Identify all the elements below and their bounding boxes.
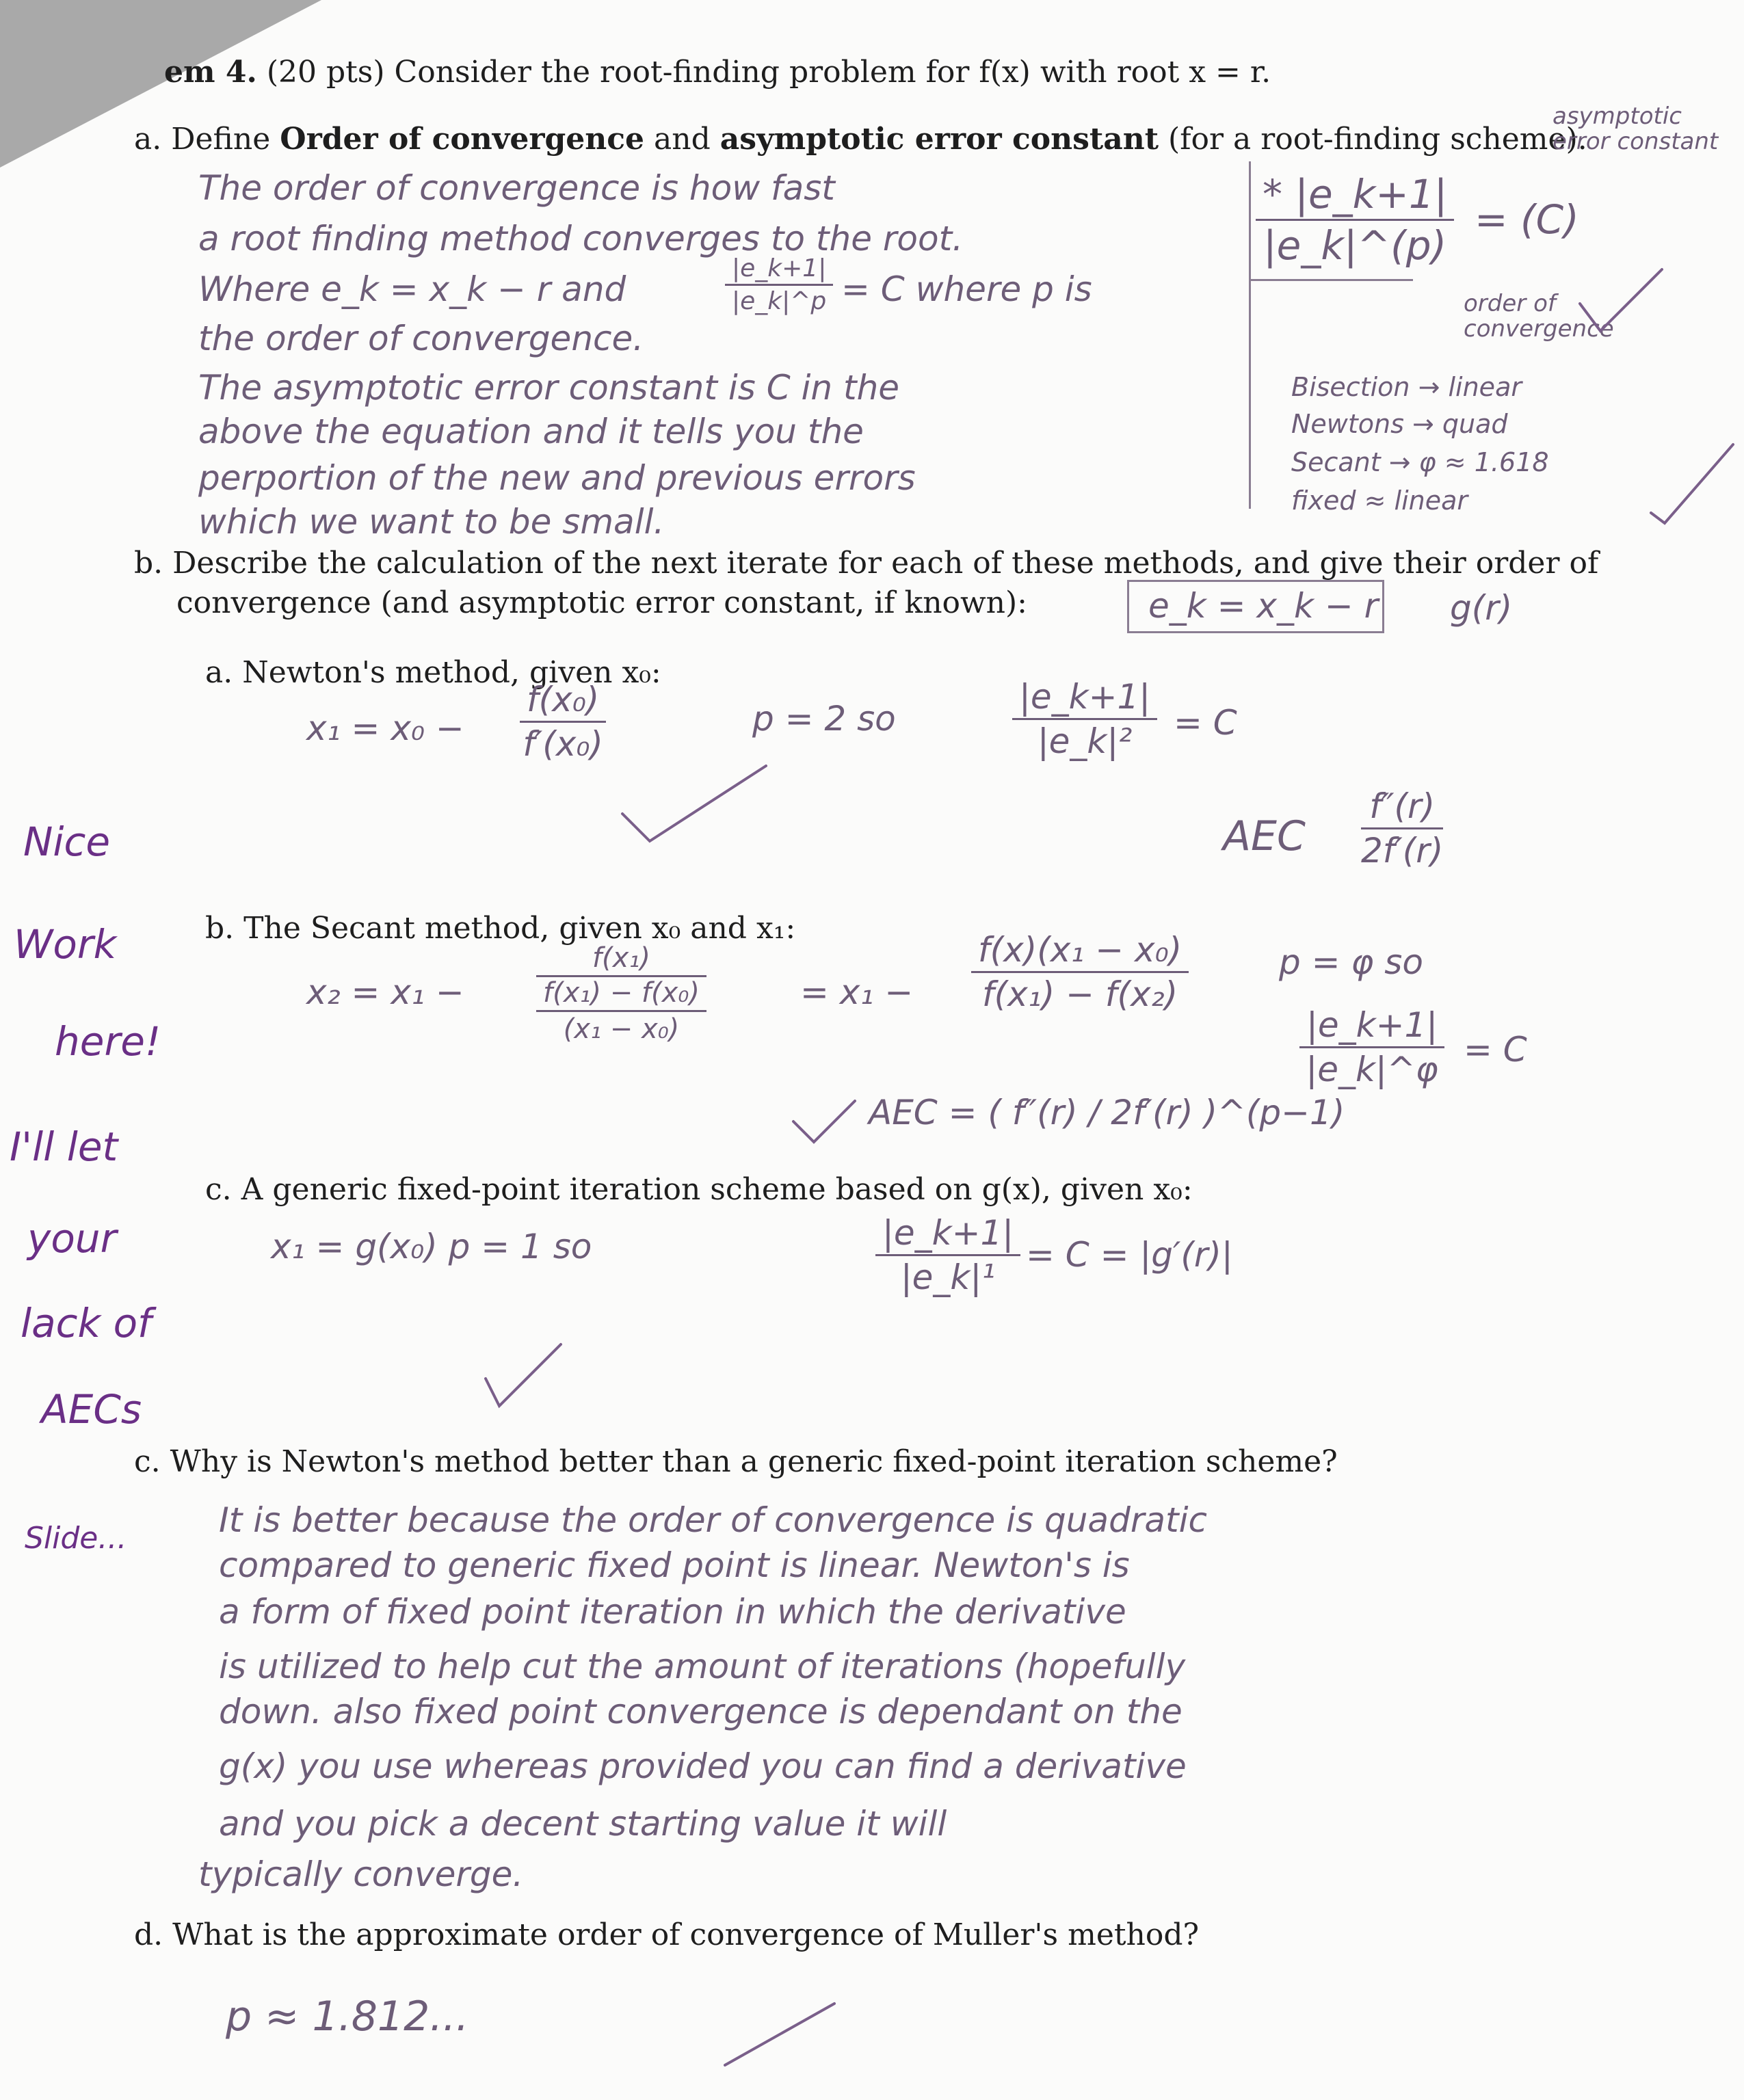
newton-ratio-num: |e_k+1| <box>1012 677 1157 720</box>
side-error-ratio <box>1256 171 1454 269</box>
newton-error-ratio <box>1012 677 1157 761</box>
part-b-label: b. <box>134 546 163 581</box>
note-asymptotic-error-constant: asymptotic error constant <box>1553 103 1719 156</box>
boxed-error-definition <box>1127 580 1384 633</box>
secant-f-den2: (x₁ − x₀) <box>563 1013 680 1045</box>
margin-comment-1: Nice <box>23 819 111 865</box>
side-ratio-rhs: = (C) <box>1475 196 1579 243</box>
part-c-question <box>134 1443 1338 1480</box>
rate-secant: Secant → φ ≈ 1.618 <box>1291 447 1549 477</box>
margin-comment-4: I'll let <box>10 1124 118 1170</box>
fixed-ratio-num: |e_k+1| <box>875 1213 1020 1256</box>
part-a-answer-line-7: perportion of the new and previous errors <box>198 458 916 498</box>
part-a-answer-line-2: a root finding method converges to the root. <box>198 219 964 258</box>
secant-f-den: f(x₁) − f(x₀) <box>536 977 706 1012</box>
margin-comment-2: Work <box>14 921 117 968</box>
secant-aec: AEC = ( f″(r) / 2f′(r) )^(p−1) <box>869 1093 1345 1132</box>
part-a-answer-line-6: above the equation and it tells you the <box>198 412 864 451</box>
g-of-r-note: g(r) <box>1450 588 1513 628</box>
part-a-answer-line-8: which we want to be small. <box>198 502 665 542</box>
newton-num: f(x₀) <box>520 680 606 723</box>
part-a-suffix: (for a root-finding scheme). <box>1168 122 1587 157</box>
secant-label: b. The Secant method, given x₀ and x₁: <box>205 911 796 946</box>
newton-aec-num: f″(r) <box>1361 786 1443 829</box>
newton-label: a. Newton's method, given x₀: <box>205 655 661 690</box>
part-a-answer-line-3: Where e_k = x_k − r and <box>198 269 626 309</box>
part-c-answer-line-2: compared to generic fixed point is linear. Newton's is <box>219 1545 1130 1585</box>
part-c-answer-line-6: g(x) you use whereas provided you can find a derivative <box>219 1746 1187 1786</box>
newton-formula-fraction <box>520 680 606 764</box>
newton-aec-label: AEC <box>1223 812 1306 860</box>
part-d-answer: p ≈ 1.812... <box>226 1993 469 2041</box>
part-c-answer-line-1: It is better because the order of convergence is quadratic <box>219 1500 1207 1540</box>
part-a-question <box>134 120 1587 158</box>
side-ratio-den: |e_k|^(p) <box>1263 222 1447 269</box>
part-c-answer-line-3: a form of fixed point iteration in which the derivative <box>219 1592 1126 1632</box>
term-asymptotic-error-constant: asymptotic error constant <box>719 122 1159 157</box>
newton-formula-lhs: x₁ = x₀ − <box>306 708 464 748</box>
part-c-label: c. <box>134 1444 161 1479</box>
fixed-point-error-ratio <box>875 1213 1020 1297</box>
inline-error-ratio <box>725 254 833 315</box>
rate-newton: Newtons → quad <box>1291 409 1508 439</box>
side-divider <box>1249 161 1251 509</box>
part-a-answer-line-5: The asymptotic error constant is C in the <box>198 368 900 408</box>
secant-formula-fraction <box>536 942 706 1045</box>
part-d-question <box>134 1916 1199 1954</box>
problem-points: (20 pts) <box>266 55 385 90</box>
newton-aec-fraction <box>1361 786 1443 870</box>
secant-eq2-num: f(x)(x₁ − x₀) <box>971 930 1189 973</box>
newton-order: p = 2 so <box>752 699 896 739</box>
part-b-text: Describe the calculation of the next iterate for each of these methods, and give their order of <box>172 546 1599 581</box>
secant-order: p = φ so <box>1279 942 1423 982</box>
checkmark-icon <box>479 1338 568 1413</box>
margin-comment-7: AECs <box>41 1386 142 1433</box>
fixed-ratio-rhs: = C = |g′(r)| <box>1026 1235 1233 1275</box>
fixed-point-formula: x₁ = g(x₀) p = 1 so <box>271 1227 592 1266</box>
inline-ratio-den: |e_k|^p <box>732 287 827 315</box>
term-order-of-convergence: Order of convergence <box>280 122 645 157</box>
secant-eq2-lhs: = x₁ − <box>800 972 914 1012</box>
fixed-ratio-den: |e_k|¹ <box>900 1258 996 1297</box>
secant-ratio-den: |e_k|^φ <box>1306 1050 1438 1089</box>
part-b-question-line-2: convergence (and asymptotic error constant, if known): <box>176 585 1028 620</box>
part-d-text: What is the approximate order of convergence of Muller's method? <box>172 1917 1200 1952</box>
part-c-text: Why is Newton's method better than a generic fixed-point iteration scheme? <box>170 1444 1338 1479</box>
part-a-prefix: Define <box>171 122 271 157</box>
side-box-rule <box>1249 279 1413 281</box>
part-c-answer-line-5: down. also fixed point convergence is dependant on the <box>219 1692 1183 1731</box>
secant-error-ratio <box>1299 1005 1444 1089</box>
newton-aec-den: 2f′(r) <box>1361 831 1444 870</box>
part-a-and: and <box>654 122 711 157</box>
checkmark-icon <box>1573 263 1669 338</box>
problem-title: em 4. <box>164 55 257 90</box>
margin-comment-3: here! <box>55 1018 161 1065</box>
checkmark-icon <box>616 759 773 848</box>
secant-eq2-fraction <box>971 930 1189 1014</box>
rate-bisection: Bisection → linear <box>1291 372 1522 402</box>
checkmark-icon <box>718 1997 841 2072</box>
checkmark-icon <box>1644 438 1740 527</box>
part-a-answer-line-4: the order of convergence. <box>198 319 644 358</box>
secant-ratio-num: |e_k+1| <box>1299 1005 1444 1048</box>
newton-ratio-rhs: = C <box>1174 703 1237 743</box>
problem-header <box>164 53 1271 91</box>
newton-ratio-den: |e_k|² <box>1037 721 1133 761</box>
secant-f-num: f(x₁) <box>536 942 706 977</box>
margin-comment-8: Slide... <box>25 1521 127 1556</box>
margin-comment-6: lack of <box>21 1300 152 1346</box>
note-order-of-convergence: order of convergence <box>1464 290 1614 343</box>
rate-fixed-point: fixed ≈ linear <box>1291 486 1468 516</box>
margin-comment-5: your <box>27 1215 117 1262</box>
part-c-answer-line-4: is utilized to help cut the amount of iterations (hopefully <box>219 1647 1186 1686</box>
side-ratio-num: * |e_k+1| <box>1256 171 1454 221</box>
problem-statement: Consider the root-finding problem for f(x) with root x = r. <box>394 55 1271 90</box>
fixed-point-label: c. A generic fixed-point iteration scheme based on g(x), given x₀: <box>205 1172 1193 1207</box>
part-a-answer-line-1: The order of convergence is how fast <box>198 168 835 208</box>
boxed-error-text: e_k = x_k − r <box>1148 586 1379 626</box>
secant-formula-lhs: x₂ = x₁ − <box>306 972 464 1012</box>
part-d-label: d. <box>134 1917 163 1952</box>
secant-eq2-den: f(x₁) − f(x₂) <box>981 974 1178 1014</box>
newton-den: f′(x₀) <box>523 724 603 764</box>
part-b-question-line-1 <box>134 544 1598 582</box>
checkmark-icon <box>787 1094 862 1149</box>
part-c-answer-line-7: and you pick a decent starting value it will <box>219 1804 947 1844</box>
inline-ratio-num: |e_k+1| <box>725 254 833 286</box>
inline-ratio-rest: = C where p is <box>841 269 1092 309</box>
secant-ratio-rhs: = C <box>1464 1030 1527 1069</box>
part-a-label: a. <box>134 122 162 157</box>
part-c-answer-line-8: typically converge. <box>198 1855 524 1894</box>
